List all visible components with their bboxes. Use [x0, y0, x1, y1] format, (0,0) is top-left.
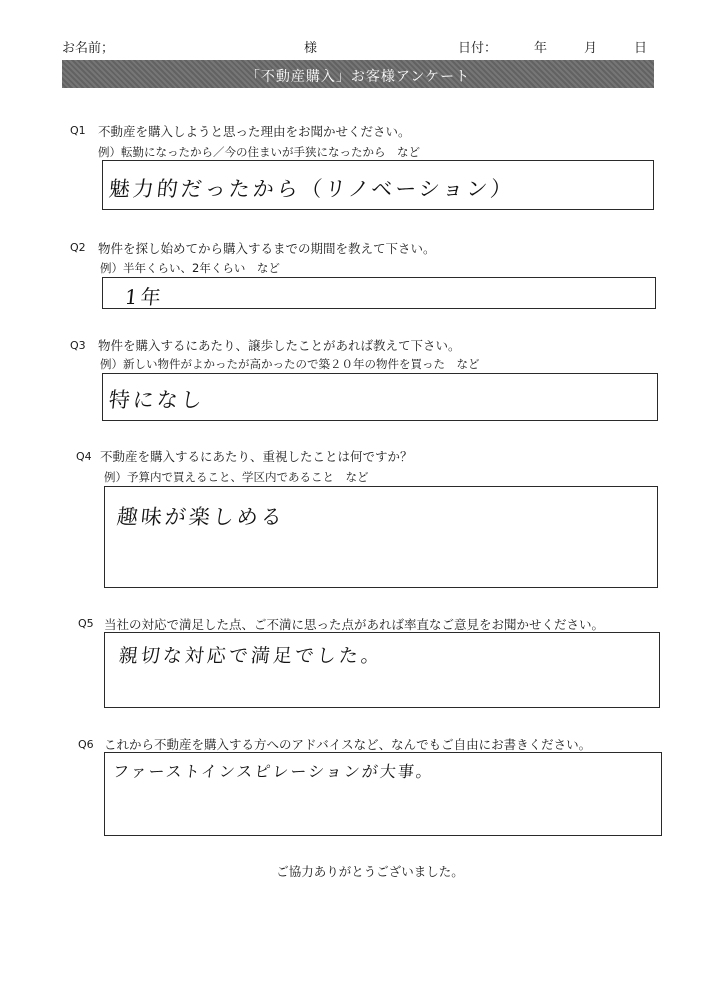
q1-example: 例）転勤になったから／今の住まいが手狭になったから など	[98, 145, 420, 159]
q2-number: Q2	[70, 241, 86, 254]
title-banner	[62, 60, 654, 88]
month-label: 月	[584, 41, 598, 56]
q1-answer: 魅力的だったから（リノベーション）	[107, 177, 516, 201]
q2-answer: 1年	[123, 285, 165, 309]
q3-example: 例）新しい物件がよかったが高かったので築２０年の物件を買った など	[100, 357, 480, 371]
day-label: 日	[634, 41, 648, 56]
q3-number: Q3	[70, 339, 86, 352]
date-label: 日付：	[458, 41, 498, 56]
year-label: 年	[534, 41, 548, 56]
q4-answer-box	[104, 486, 658, 588]
q1-text: 不動産を購入しようと思った理由をお聞かせください。	[98, 124, 411, 139]
q3-answer: 特になし	[107, 388, 207, 412]
q5-number: Q5	[78, 617, 94, 630]
q4-text: 不動産を購入するにあたり、重視したことは何ですか？	[100, 449, 413, 464]
q4-number: Q4	[76, 450, 92, 463]
q1-answer-box	[102, 160, 654, 210]
q5-text: 当社の対応で満足した点、ご不満に思った点があれば率直なご意見をお聞かせください。	[104, 617, 605, 632]
q6-answer-box	[104, 752, 662, 836]
q4-answer: 趣味が楽しめる	[115, 505, 287, 529]
q3-answer-box	[102, 373, 658, 421]
q2-example: 例）半年くらい、2年くらい など	[100, 261, 280, 275]
honorific-sama: 様	[304, 41, 318, 56]
thanks-message: ご協力ありがとうございました。	[276, 864, 464, 879]
q3-text: 物件を購入するにあたり、譲歩したことがあれば教えて下さい。	[98, 338, 461, 353]
q5-answer: 親切な対応で満足でした。	[117, 645, 385, 667]
q6-number: Q6	[78, 738, 94, 751]
q4-example: 例）予算内で買えること、学区内であること など	[104, 470, 369, 484]
q1-number: Q1	[70, 124, 86, 137]
q6-text: これから不動産を購入する方へのアドバイスなど、なんでもご自由にお書きください。	[104, 737, 592, 752]
q2-answer-box	[102, 277, 656, 309]
q6-answer: ファーストインスピレーションが大事。	[111, 762, 435, 781]
name-label: お名前；	[62, 41, 115, 56]
survey-title: 「不動産購入」お客様アンケート	[245, 69, 471, 85]
q2-text: 物件を探し始めてから購入するまでの期間を教えて下さい。	[98, 241, 436, 256]
q5-answer-box	[104, 632, 660, 708]
